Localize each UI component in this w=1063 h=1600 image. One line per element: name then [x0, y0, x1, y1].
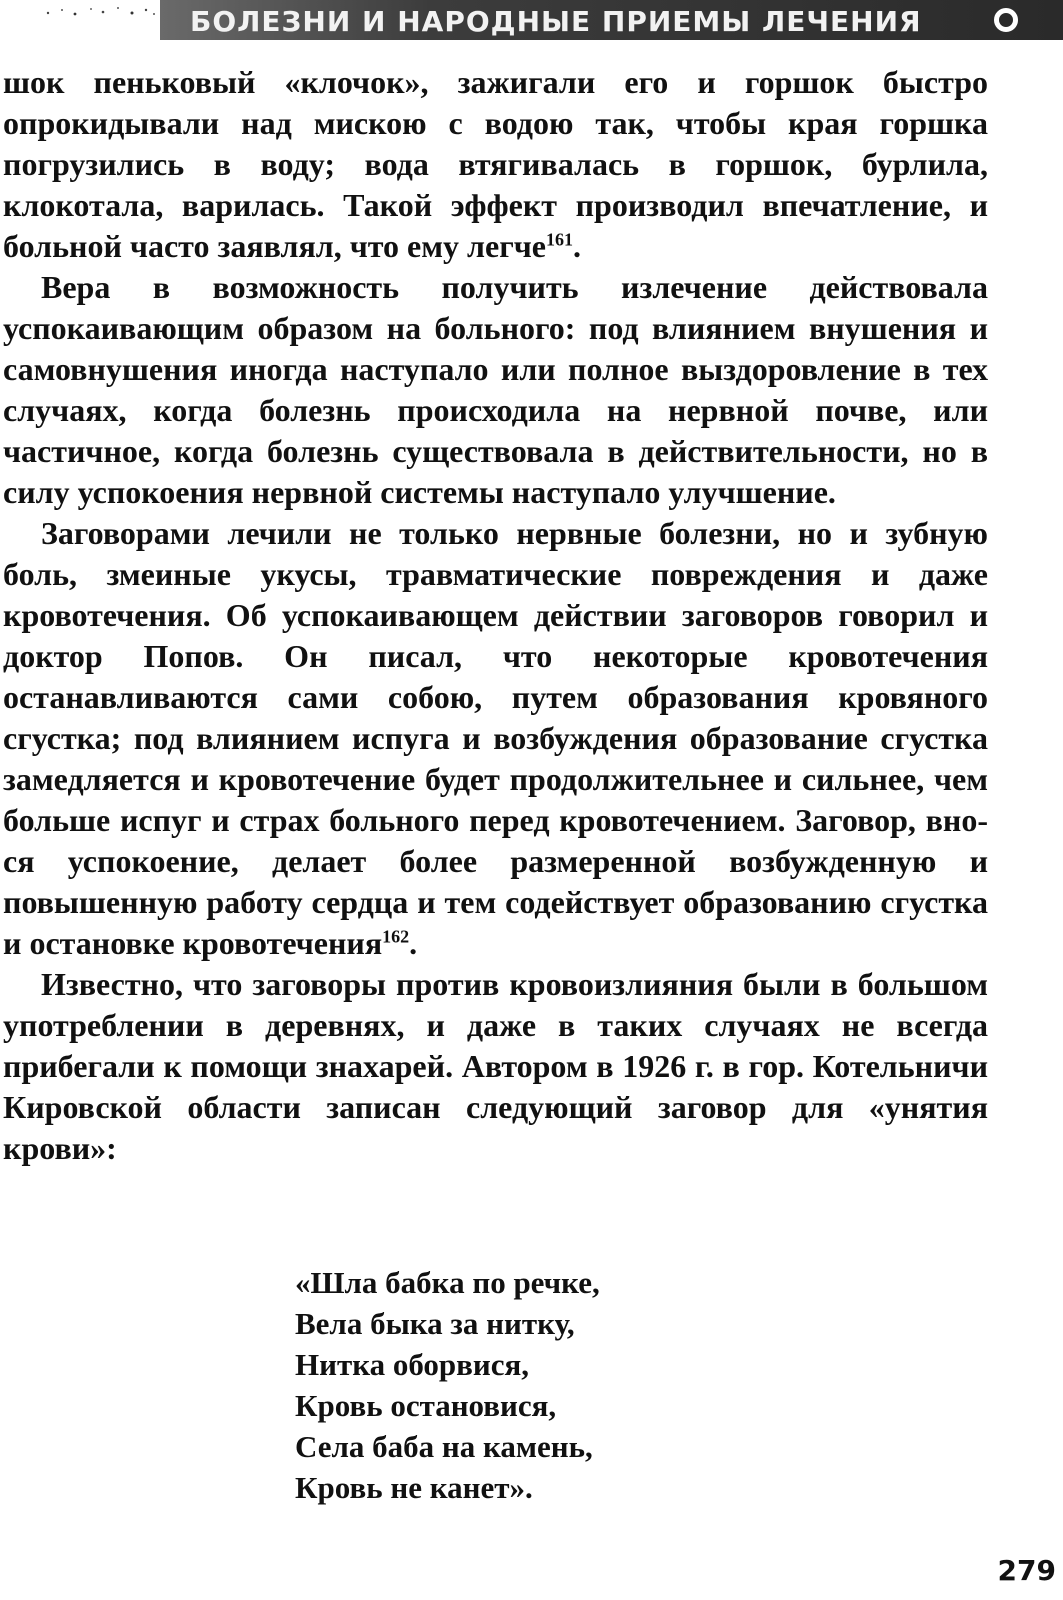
poem-line: Кровь не канет».: [295, 1470, 533, 1505]
paragraph-2: Вера в возможность получить излечение действовала успокаивающим образом на больного: под влиянием внушения и самовнушения иногда наступало или полное выздоровление в тех случаях, когда болезнь происходила на нервной почве, или частичное, когда болезнь существовала в действительности, но в силу успокоения нервной системы наступало улучшение.: [3, 269, 988, 510]
poem-line: Села баба на камень,: [295, 1429, 593, 1464]
running-header-title: БОЛЕЗНИ И НАРОДНЫЕ ПРИЕМЫ ЛЕЧЕНИЯ: [190, 5, 922, 38]
poem-line: «Шла бабка по речке,: [295, 1265, 600, 1300]
page-number: 279: [997, 1554, 1056, 1587]
poem-line: Вела быка за нитку,: [295, 1306, 575, 1341]
paragraph-4: Известно, что заговоры против кровоизлияния были в большом употреблении в деревнях, и даже в таких случаях не всегда прибегали к помощи знахарей. Автором в 1926 г. в гор. Котельничи Кировской области записан следующий заговор для «унятия крови»:: [3, 966, 988, 1166]
paragraph-1: шок пеньковый «клочок», зажигали его и горшок быстро опрокидывали над мискою с водою так, чтобы края горшка погрузились в воду; вода втягивалась в горшок, бурлила, клокотала, варилась. Такой эффект производил впечатление, и больной часто заявлял, что ему легче$^{161}$.: [3, 64, 988, 264]
main-text: [3, 62, 988, 1169]
paragraph-3: Заговорами лечили не только нервные болезни, но и зубную боль, змеиные укусы, травматические повреждения и даже кровотечения. Об успокаивающем действии заговоров говорил и доктор Попов. Он писал, что некоторые кровотечения останавливаются сами собою, путем образования кровяного сгустка; под влиянием испуга и возбуждения образование сгустка замедляется и кровотечение будет продолжительнее и сильнее, чем больше испуг и страх больного перед кровотечением. Заговор, внося успокоение, делает более размеренной возбужденную и повышенную работу сердца и тем содействует образованию сгустка и остановке кровотечения$^{162}$.: [3, 515, 988, 961]
paragraph-3-text: Заговорами лечили не только нервные болезни, но и зубную боль, змеиные укусы, травматические повреждения и даже кровотечения. Об успокаивающем действии заговоров говорил и доктор Попов. Он писал, что некоторые кровотечения останавливаются сами собою, путем образования кровяного сгустка; под влиянием испуга и возбуждения образование сгустка замедляется и кровотечение будет продолжительнее и сильнее, чем больше испуг и страх больного перед кровотечением. Заговор, внося успокоение, делает более размеренной возбужденную и повышенную работу сердца и тем содействует образованию сгустка и остановке кровотечения: [3, 515, 988, 961]
poem-line: Кровь остановися,: [295, 1388, 557, 1423]
running-header: [0, 0, 1063, 44]
footnote-ref-161: 161: [545, 229, 573, 250]
poem: [295, 1262, 895, 1508]
print-specks-decoration: [40, 4, 160, 18]
footnote-ref-162: 162: [382, 926, 410, 947]
header-circle-icon: [994, 8, 1018, 32]
paragraph-1-text: шок пеньковый «клочок», зажигали его и горшок быстро опрокидывали над мискою с водою так, чтобы края горшка погрузились в воду; вода втягивалась в горшок, бурлила, клокотала, варилась. Такой эффект производил впечатление, и больной часто заявлял, что ему легче: [3, 64, 988, 264]
poem-line: Нитка оборвися,: [295, 1347, 530, 1382]
